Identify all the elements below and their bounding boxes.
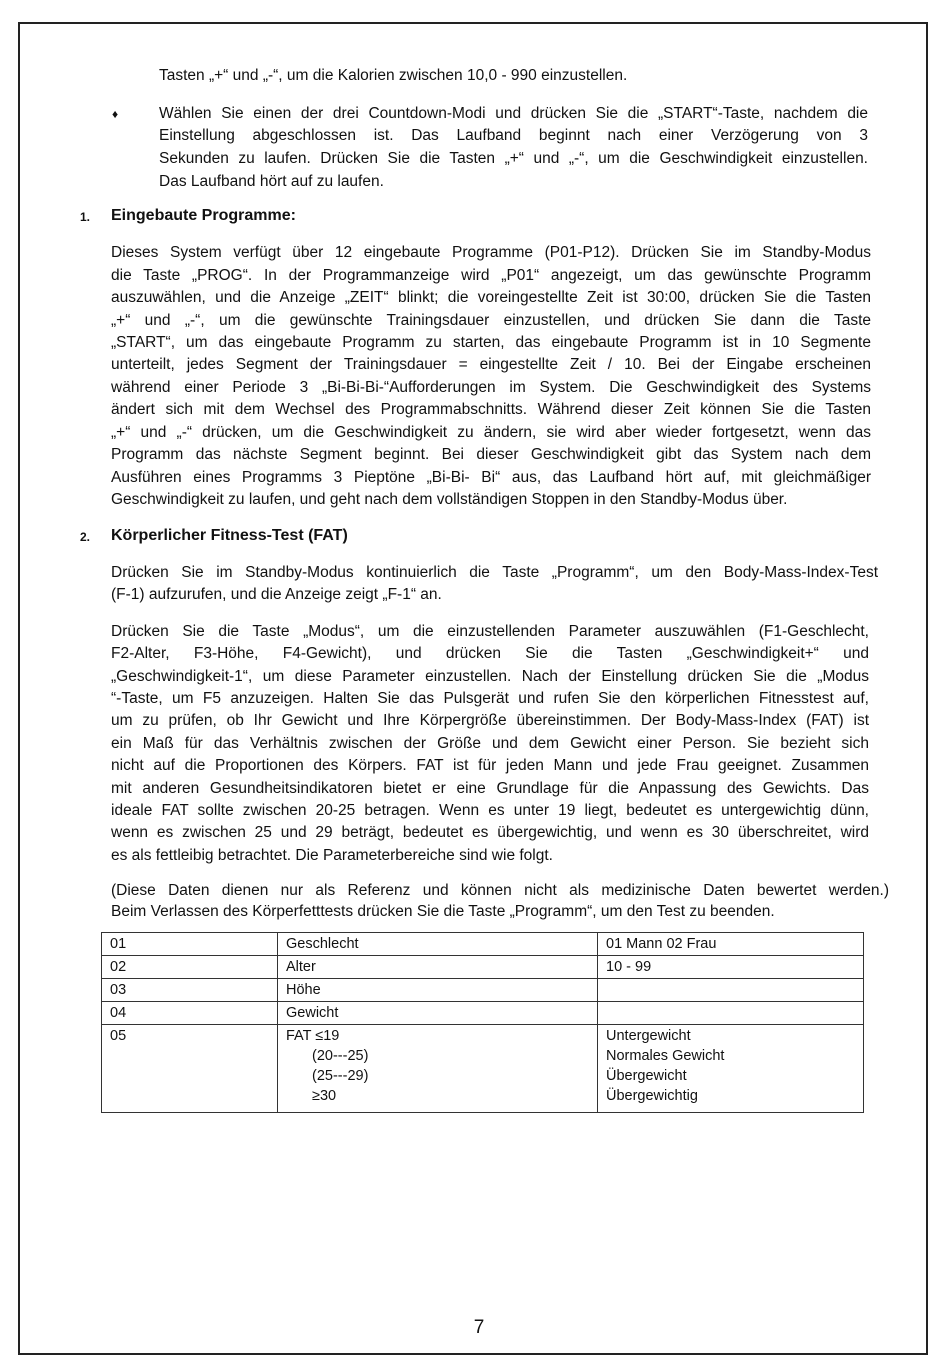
bullet-text-line: Einstellung abgeschlossen ist. Das Laufband beginnt nach einer Verzögerung von 3: [159, 127, 868, 144]
page-number: 7: [473, 1317, 485, 1338]
fat-parameter-table: [101, 932, 864, 1113]
fat-range-label: ≥30: [312, 1088, 337, 1104]
bullet-text-line: Sekunden zu laufen. Drücken Sie die Tasten „+“ und „-“, um die Geschwindigkeit einzustellen.: [159, 150, 868, 167]
table-row: [102, 979, 864, 1002]
section-2-para1-line: (F-1) aufzurufen, und die Anzeige zeigt „F-1“ an.: [111, 586, 442, 603]
fat-range-label: FAT ≤19: [286, 1028, 340, 1044]
table-cell-code: 02: [102, 956, 278, 979]
section-2-para2-line: mit anderen Gesundheitsindikatoren bietet er eine Grundlage für die Anpassung des Gewichts. Das: [111, 780, 869, 797]
section-1-line: „+“ und „-“, um die gewünschte Trainingsdauer einzustellen, und drücken Sie dann die Taste: [111, 312, 871, 329]
table-row: [102, 1025, 864, 1113]
fat-range-label: (25---29): [312, 1068, 369, 1084]
table-cell-value: [598, 1002, 864, 1025]
section-2-para2-line: es als fettleibig betrachtet. Die Parameterbereiche sind wie folgt.: [111, 847, 553, 864]
table-cell-parameter: Gewicht: [278, 1002, 598, 1025]
section-2-para2-line: nicht auf die Proportionen des Körpers. FAT ist für jeden Mann und jede Frau geeignet. Zusammen: [111, 757, 869, 774]
fat-category-label: Übergewichtig: [606, 1088, 698, 1104]
section-2-para2-line: F2-Alter, F3-Höhe, F4-Gewicht), und drücken Sie die Tasten „Geschwindigkeit+“ und: [111, 645, 869, 662]
section-1-line: ändert sich mit dem Wechsel des Programmabschnitts. Während dieser Zeit können Sie die Tasten: [111, 401, 871, 418]
section-1-line: Ausführen eines Programms 3 Pieptöne „Bi-Bi- Bi“ aus, das Laufband hört auf, mit gleichmäßiger: [111, 469, 871, 486]
table-cell-code: 05: [102, 1025, 278, 1113]
table-cell-value: [598, 979, 864, 1002]
section-2-heading: Körperlicher Fitness-Test (FAT): [111, 527, 348, 544]
section-2-para2-line: „Geschwindigkeit-1“, um diese Parameter einzustellen. Nach der Einstellung drücken Sie die „Modus: [111, 668, 869, 685]
section-2-para1-line: Drücken Sie im Standby-Modus kontinuierlich die Taste „Programm“, um den Body-Mass-Index-Test: [111, 564, 878, 581]
section-2-para2-line: wenn es zwischen 25 und 29 beträgt, bedeutet es übergewichtig, und wenn es 30 überschreitet, wird: [111, 824, 869, 841]
section-2-para2-line: ideale FAT sollte zwischen 20-25 betragen. Wenn es unter 19 liegt, bedeutet es untergewichtig dünn,: [111, 802, 869, 819]
disclaimer-line: Beim Verlassen des Körperfetttests drücken Sie die Taste „Programm“, um den Test zu beenden.: [111, 903, 775, 920]
bullet-text-line: Wählen Sie einen der drei Countdown-Modi und drücken Sie die „START“-Taste, nachdem die: [159, 105, 868, 122]
fat-category-label: Normales Gewicht: [606, 1048, 725, 1064]
table-row: [102, 933, 864, 956]
intro-line: Tasten „+“ und „-“, um die Kalorien zwischen 10,0 - 990 einzustellen.: [159, 67, 628, 84]
section-2-para2-line: ein Maß für das Verhältnis zwischen der Größe und dem Gewicht einer Person. Sie bezieht sich: [111, 735, 869, 752]
section-1-heading: Eingebaute Programme:: [111, 207, 296, 224]
table-cell-parameter: Geschlecht: [278, 933, 598, 956]
section-2-number: 2.: [80, 530, 91, 544]
section-2-para2-line: um zu prüfen, ob Ihr Gewicht und Ihre Körpergröße übereinstimmen. Der Body-Mass-Index (FAT) ist: [111, 712, 869, 729]
fat-category-label: Übergewicht: [606, 1068, 687, 1084]
table-cell-value: 10 - 99: [598, 956, 864, 979]
fat-range-label: (20---25): [312, 1048, 369, 1064]
section-2-para2-line: Drücken Sie die Taste „Modus“, um die einzustellenden Parameter auszuwählen (F1-Geschlecht,: [111, 623, 869, 640]
table-cell-code: 03: [102, 979, 278, 1002]
bullet-icon: ♦: [112, 107, 119, 121]
table-row: [102, 956, 864, 979]
table-row: [102, 1002, 864, 1025]
table-cell-code: 04: [102, 1002, 278, 1025]
table-cell-value: 01 Mann 02 Frau: [598, 933, 864, 956]
table-cell-parameter: Alter: [278, 956, 598, 979]
table-cell-parameter: [278, 1025, 598, 1113]
table-cell-code: 01: [102, 933, 278, 956]
table-cell-parameter: Höhe: [278, 979, 598, 1002]
section-1-number: 1.: [80, 210, 91, 224]
section-1-line: unterteilt, jedes Segment der Trainingsdauer = eingestellte Zeit / 10. Bei der Eingabe erscheinen: [111, 356, 871, 373]
section-1-line: Programm das nächste Segment beginnt. Bei dieser Geschwindigkeit gibt das System nach dem: [111, 446, 871, 463]
section-2-para2-line: “-Taste, um F5 anzuzeigen. Halten Sie das Pulsgerät und rufen Sie den körperlichen Fitnesstest auf,: [111, 690, 869, 707]
section-1-line: die Taste „PROG“. In der Programmanzeige wird „P01“ angezeigt, um das gewünschte Programm: [111, 267, 871, 284]
section-1-line: „START“, um das eingebaute Programm zu starten, das eingebaute Programm ist in 10 Segmente: [111, 334, 871, 351]
section-1-line: Geschwindigkeit zu laufen, und geht nach dem vollständigen Stoppen in den Standby-Modus über.: [111, 491, 788, 508]
bullet-text-line: Das Laufband hört auf zu laufen.: [159, 173, 384, 190]
disclaimer-line: (Diese Daten dienen nur als Referenz und können nicht als medizinische Daten bewertet werden.): [111, 882, 889, 899]
fat-category-label: Untergewicht: [606, 1028, 691, 1044]
table-cell-value: [598, 1025, 864, 1113]
section-1-line: „+“ und „-“ drücken, um die Geschwindigkeit zu ändern, sie wird aber wieder fortgesetzt, wenn das: [111, 424, 871, 441]
section-1-line: auszuwählen, und die Anzeige „ZEIT“ blinkt; die voreingestellte Zeit ist 30:00, drücken Sie die Tasten: [111, 289, 871, 306]
section-1-line: während einer Periode 3 „Bi-Bi-Bi-“Aufforderungen im System. Die Geschwindigkeit des Systems: [111, 379, 871, 396]
section-1-line: Dieses System verfügt über 12 eingebaute Programme (P01-P12). Drücken Sie im Standby-Modus: [111, 244, 871, 261]
